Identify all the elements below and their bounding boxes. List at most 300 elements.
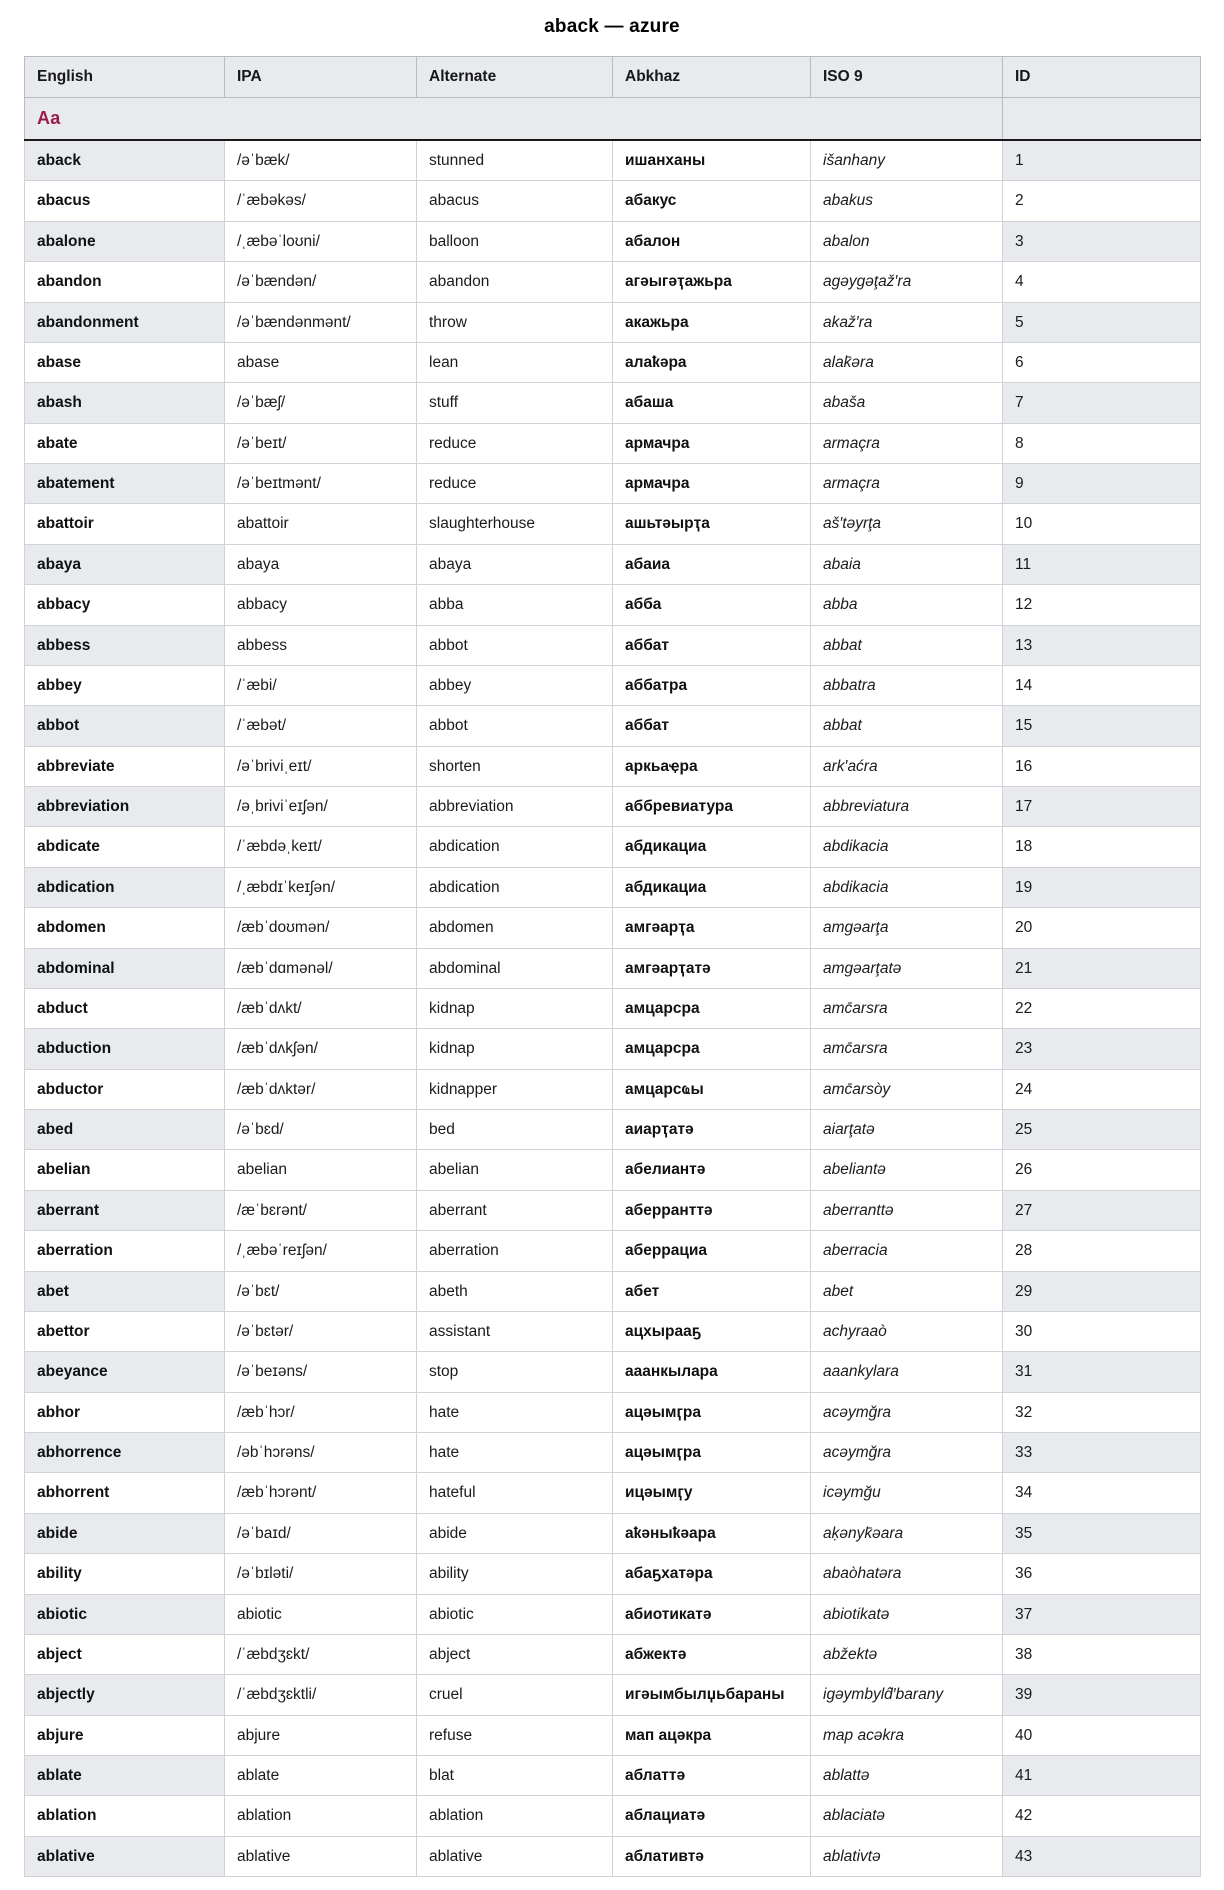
cell-alternate: abacus <box>417 181 613 221</box>
cell-english: abjectly <box>25 1675 225 1715</box>
table-body <box>25 140 1201 1877</box>
cell-ipa: /əˈbeɪəns/ <box>225 1352 417 1392</box>
cell-id: 25 <box>1003 1110 1201 1150</box>
table-row[interactable] <box>25 383 1201 423</box>
cell-alternate: ablative <box>417 1836 613 1876</box>
cell-english: abbey <box>25 665 225 705</box>
cell-english: abettor <box>25 1311 225 1351</box>
cell-abkhaz: ацәымӷра <box>613 1433 811 1473</box>
cell-id: 43 <box>1003 1836 1201 1876</box>
cell-alternate: abdication <box>417 827 613 867</box>
cell-iso9: abžektə <box>811 1634 1003 1674</box>
cell-abkhaz: абиотикатә <box>613 1594 811 1634</box>
cell-english: ablative <box>25 1836 225 1876</box>
cell-english: abet <box>25 1271 225 1311</box>
cell-iso9: acəymğra <box>811 1392 1003 1432</box>
cell-id: 26 <box>1003 1150 1201 1190</box>
cell-ipa: /əˈbɛd/ <box>225 1110 417 1150</box>
cell-abkhaz: абба <box>613 585 811 625</box>
cell-iso9: aš′təyrţa <box>811 504 1003 544</box>
cell-id: 34 <box>1003 1473 1201 1513</box>
cell-iso9: abeliantə <box>811 1150 1003 1190</box>
cell-alternate: reduce <box>417 423 613 463</box>
cell-ipa: /ˌæbəˈloʊni/ <box>225 221 417 261</box>
cell-alternate: abaya <box>417 544 613 584</box>
cell-english: ability <box>25 1554 225 1594</box>
cell-english: abbacy <box>25 585 225 625</box>
cell-english: abbot <box>25 706 225 746</box>
cell-ipa: abelian <box>225 1150 417 1190</box>
cell-alternate: stop <box>417 1352 613 1392</box>
cell-ipa: abjure <box>225 1715 417 1755</box>
cell-ipa: abbacy <box>225 585 417 625</box>
cell-abkhaz: амгәарҭа <box>613 908 811 948</box>
cell-iso9: alak̄əra <box>811 342 1003 382</box>
cell-id: 32 <box>1003 1392 1201 1432</box>
table-row[interactable] <box>25 464 1201 504</box>
cell-iso9: abaia <box>811 544 1003 584</box>
cell-iso9: amgəarţatə <box>811 948 1003 988</box>
table-row[interactable] <box>25 1352 1201 1392</box>
cell-iso9: abakus <box>811 181 1003 221</box>
cell-id: 37 <box>1003 1594 1201 1634</box>
cell-id: 24 <box>1003 1069 1201 1109</box>
cell-abkhaz: аблаттә <box>613 1756 811 1796</box>
cell-english: abbess <box>25 625 225 665</box>
cell-alternate: slaughterhouse <box>417 504 613 544</box>
cell-iso9: ablaciatə <box>811 1796 1003 1836</box>
cell-alternate: abbey <box>417 665 613 705</box>
cell-ipa: /əˌbriviˈeɪʃən/ <box>225 787 417 827</box>
cell-abkhaz: абет <box>613 1271 811 1311</box>
cell-id: 6 <box>1003 342 1201 382</box>
cell-ipa: /ˌæbəˈreɪʃən/ <box>225 1231 417 1271</box>
cell-iso9: map acəkra <box>811 1715 1003 1755</box>
table-row[interactable] <box>25 302 1201 342</box>
cell-english: abdomen <box>25 908 225 948</box>
cell-iso9: armaçra <box>811 423 1003 463</box>
cell-ipa: abase <box>225 342 417 382</box>
cell-alternate: ability <box>417 1554 613 1594</box>
cell-iso9: aberracia <box>811 1231 1003 1271</box>
cell-abkhaz: аркьаҿра <box>613 746 811 786</box>
table-row[interactable] <box>25 504 1201 544</box>
cell-ipa: /əˈbɛt/ <box>225 1271 417 1311</box>
cell-iso9: acəymğra <box>811 1433 1003 1473</box>
cell-english: aback <box>25 140 225 181</box>
table-row[interactable] <box>25 1594 1201 1634</box>
cell-ipa: abaya <box>225 544 417 584</box>
cell-ipa: abattoir <box>225 504 417 544</box>
cell-abkhaz: амцарсра <box>613 1029 811 1069</box>
cell-ipa: /əˈbændənmənt/ <box>225 302 417 342</box>
cell-id: 40 <box>1003 1715 1201 1755</box>
table-row[interactable] <box>25 1796 1201 1836</box>
cell-iso9: abaša <box>811 383 1003 423</box>
cell-iso9: aaankylara <box>811 1352 1003 1392</box>
cell-english: abhorrence <box>25 1433 225 1473</box>
cell-abkhaz: армачра <box>613 464 811 504</box>
cell-english: abed <box>25 1110 225 1150</box>
table-row[interactable] <box>25 181 1201 221</box>
cell-abkhaz: аблациатә <box>613 1796 811 1836</box>
cell-abkhaz: аҟәныҟәара <box>613 1513 811 1553</box>
cell-alternate: abdominal <box>417 948 613 988</box>
cell-abkhaz: абдикациа <box>613 867 811 907</box>
cell-iso9: abet <box>811 1271 1003 1311</box>
cell-ipa: /æbˈhɔr/ <box>225 1392 417 1432</box>
cell-id: 12 <box>1003 585 1201 625</box>
cell-ipa: /æbˈdʌkʃən/ <box>225 1029 417 1069</box>
cell-ipa: /æbˈdʌktər/ <box>225 1069 417 1109</box>
cell-id: 29 <box>1003 1271 1201 1311</box>
cell-abkhaz: абаша <box>613 383 811 423</box>
cell-ipa: /əbˈhɔrəns/ <box>225 1433 417 1473</box>
table-row[interactable] <box>25 706 1201 746</box>
cell-english: abattoir <box>25 504 225 544</box>
cell-iso9: amc̄arsra <box>811 988 1003 1028</box>
table-row[interactable] <box>25 1029 1201 1069</box>
cell-alternate: hateful <box>417 1473 613 1513</box>
column-header-alternate[interactable]: Alternate <box>417 57 613 98</box>
cell-ipa: abiotic <box>225 1594 417 1634</box>
cell-alternate: refuse <box>417 1715 613 1755</box>
cell-iso9: ark′aćra <box>811 746 1003 786</box>
cell-alternate: stunned <box>417 140 613 181</box>
cell-ipa: /əˈbeɪtmənt/ <box>225 464 417 504</box>
table-row[interactable] <box>25 1473 1201 1513</box>
cell-iso9: išanhany <box>811 140 1003 181</box>
cell-alternate: throw <box>417 302 613 342</box>
table-row[interactable] <box>25 1554 1201 1594</box>
cell-alternate: abide <box>417 1513 613 1553</box>
cell-id: 23 <box>1003 1029 1201 1069</box>
table-row[interactable] <box>25 988 1201 1028</box>
table-row[interactable] <box>25 342 1201 382</box>
cell-id: 1 <box>1003 140 1201 181</box>
cell-ipa: /əˈbæʃ/ <box>225 383 417 423</box>
cell-id: 9 <box>1003 464 1201 504</box>
cell-iso9: ablativtə <box>811 1836 1003 1876</box>
cell-ipa: ablation <box>225 1796 417 1836</box>
cell-alternate: abdication <box>417 867 613 907</box>
cell-abkhaz: абаиа <box>613 544 811 584</box>
cell-abkhaz: амцарсҩы <box>613 1069 811 1109</box>
cell-abkhaz: аберрациа <box>613 1231 811 1271</box>
cell-english: abandonment <box>25 302 225 342</box>
cell-ipa: /ˈæbi/ <box>225 665 417 705</box>
cell-iso9: agəygəţaž′ra <box>811 262 1003 302</box>
cell-iso9: achyraaò <box>811 1311 1003 1351</box>
cell-english: aberrant <box>25 1190 225 1230</box>
table-row[interactable] <box>25 1150 1201 1190</box>
cell-english: abject <box>25 1634 225 1674</box>
cell-ipa: /əˈbeɪt/ <box>225 423 417 463</box>
cell-abkhaz: аблативтә <box>613 1836 811 1876</box>
table-row[interactable] <box>25 908 1201 948</box>
table-row[interactable] <box>25 1513 1201 1553</box>
cell-ipa: /əˈbaɪd/ <box>225 1513 417 1553</box>
cell-iso9: abdikacia <box>811 867 1003 907</box>
cell-iso9: amgəarţa <box>811 908 1003 948</box>
cell-ipa: /ˌæbdɪˈkeɪʃən/ <box>225 867 417 907</box>
column-header-id[interactable]: ID <box>1003 57 1201 98</box>
cell-english: abacus <box>25 181 225 221</box>
cell-alternate: abbot <box>417 706 613 746</box>
cell-alternate: aberrant <box>417 1190 613 1230</box>
header-row <box>25 57 1201 98</box>
cell-alternate: balloon <box>417 221 613 261</box>
table-row[interactable] <box>25 1715 1201 1755</box>
cell-english: abbreviate <box>25 746 225 786</box>
table-row[interactable] <box>25 544 1201 584</box>
cell-alternate: blat <box>417 1756 613 1796</box>
cell-ipa: /æbˈdʌkt/ <box>225 988 417 1028</box>
cell-ipa: abbess <box>225 625 417 665</box>
cell-abkhaz: амгәарҭатә <box>613 948 811 988</box>
cell-abkhaz: ааанкылара <box>613 1352 811 1392</box>
table-row[interactable] <box>25 948 1201 988</box>
cell-abkhaz: аббревиатура <box>613 787 811 827</box>
cell-english: ablation <box>25 1796 225 1836</box>
cell-iso9: abdikacia <box>811 827 1003 867</box>
table-row[interactable] <box>25 262 1201 302</box>
cell-english: abalone <box>25 221 225 261</box>
cell-ipa: ablative <box>225 1836 417 1876</box>
cell-english: abduct <box>25 988 225 1028</box>
cell-abkhaz: аиарҭатә <box>613 1110 811 1150</box>
table-row[interactable] <box>25 1110 1201 1150</box>
cell-id: 31 <box>1003 1352 1201 1392</box>
cell-id: 13 <box>1003 625 1201 665</box>
cell-iso9: aḳənyk̄əara <box>811 1513 1003 1553</box>
cell-id: 17 <box>1003 787 1201 827</box>
cell-abkhaz: мап ацәкра <box>613 1715 811 1755</box>
column-header-ipa[interactable]: IPA <box>225 57 417 98</box>
cell-alternate: abandon <box>417 262 613 302</box>
cell-english: abduction <box>25 1029 225 1069</box>
cell-english: abdominal <box>25 948 225 988</box>
cell-alternate: bed <box>417 1110 613 1150</box>
cell-alternate: kidnap <box>417 1029 613 1069</box>
cell-id: 7 <box>1003 383 1201 423</box>
cell-alternate: abiotic <box>417 1594 613 1634</box>
cell-alternate: ablation <box>417 1796 613 1836</box>
cell-english: abhorrent <box>25 1473 225 1513</box>
cell-id: 14 <box>1003 665 1201 705</box>
cell-iso9: abalon <box>811 221 1003 261</box>
cell-alternate: hate <box>417 1433 613 1473</box>
cell-iso9: akaž′ra <box>811 302 1003 342</box>
table-row[interactable] <box>25 140 1201 181</box>
cell-id: 42 <box>1003 1796 1201 1836</box>
cell-english: abelian <box>25 1150 225 1190</box>
cell-english: abash <box>25 383 225 423</box>
cell-iso9: aberranttə <box>811 1190 1003 1230</box>
cell-iso9: igəymbyld̂′barany <box>811 1675 1003 1715</box>
dictionary-table <box>24 56 1201 1877</box>
table-row[interactable] <box>25 827 1201 867</box>
table-row[interactable] <box>25 1836 1201 1876</box>
cell-iso9: ablattə <box>811 1756 1003 1796</box>
cell-abkhaz: абдикациа <box>613 827 811 867</box>
page-title: aback — azure <box>544 16 680 37</box>
cell-id: 15 <box>1003 706 1201 746</box>
cell-alternate: abbreviation <box>417 787 613 827</box>
cell-abkhaz: ацәымӷра <box>613 1392 811 1432</box>
cell-alternate: hate <box>417 1392 613 1432</box>
cell-id: 28 <box>1003 1231 1201 1271</box>
cell-id: 30 <box>1003 1311 1201 1351</box>
table-row[interactable] <box>25 746 1201 786</box>
cell-id: 5 <box>1003 302 1201 342</box>
cell-ipa: /ˈæbdəˌkeɪt/ <box>225 827 417 867</box>
cell-abkhaz: ашьтәырҭа <box>613 504 811 544</box>
letter-heading-spacer <box>1003 98 1201 141</box>
cell-abkhaz: игәымбылџьбараны <box>613 1675 811 1715</box>
table-row[interactable] <box>25 1675 1201 1715</box>
cell-ipa: /ˈæbdʒɛkt/ <box>225 1634 417 1674</box>
cell-alternate: assistant <box>417 1311 613 1351</box>
cell-id: 3 <box>1003 221 1201 261</box>
cell-english: abaya <box>25 544 225 584</box>
table-header <box>25 57 1201 98</box>
table-row[interactable] <box>25 1311 1201 1351</box>
cell-ipa: /æbˈdoʊmən/ <box>225 908 417 948</box>
cell-ipa: /əˈbændən/ <box>225 262 417 302</box>
cell-english: abdication <box>25 867 225 907</box>
column-header-english[interactable]: English <box>25 57 225 98</box>
cell-iso9: amc̄arsra <box>811 1029 1003 1069</box>
cell-abkhaz: ацхырааҕ <box>613 1311 811 1351</box>
cell-id: 18 <box>1003 827 1201 867</box>
cell-alternate: shorten <box>417 746 613 786</box>
cell-alternate: reduce <box>417 464 613 504</box>
cell-ipa: /əˈbæk/ <box>225 140 417 181</box>
cell-english: abate <box>25 423 225 463</box>
column-header-abkhaz[interactable]: Abkhaz <box>613 57 811 98</box>
cell-abkhaz: аббатра <box>613 665 811 705</box>
cell-abkhaz: абакус <box>613 181 811 221</box>
cell-abkhaz: аберранттә <box>613 1190 811 1230</box>
table-row[interactable] <box>25 585 1201 625</box>
cell-ipa: /æˈbɛrənt/ <box>225 1190 417 1230</box>
cell-english: abdicate <box>25 827 225 867</box>
cell-id: 39 <box>1003 1675 1201 1715</box>
cell-iso9: icəymğu <box>811 1473 1003 1513</box>
cell-id: 41 <box>1003 1756 1201 1796</box>
cell-id: 35 <box>1003 1513 1201 1553</box>
cell-ipa: /ˈæbəkəs/ <box>225 181 417 221</box>
cell-abkhaz: абаҕхатәра <box>613 1554 811 1594</box>
cell-alternate: kidnapper <box>417 1069 613 1109</box>
cell-alternate: abelian <box>417 1150 613 1190</box>
letter-section-header <box>25 98 1201 141</box>
cell-alternate: abba <box>417 585 613 625</box>
cell-english: ablate <box>25 1756 225 1796</box>
table-row[interactable] <box>25 423 1201 463</box>
cell-ipa: /əˈbriviˌeɪt/ <box>225 746 417 786</box>
letter-heading: Aa <box>37 108 61 128</box>
table-row[interactable] <box>25 1392 1201 1432</box>
cell-id: 38 <box>1003 1634 1201 1674</box>
cell-iso9: abbreviatura <box>811 787 1003 827</box>
table-row[interactable] <box>25 1190 1201 1230</box>
cell-id: 20 <box>1003 908 1201 948</box>
cell-alternate: aberration <box>417 1231 613 1271</box>
cell-iso9: abiotikatə <box>811 1594 1003 1634</box>
table-row[interactable] <box>25 787 1201 827</box>
cell-alternate: lean <box>417 342 613 382</box>
cell-abkhaz: ишанханы <box>613 140 811 181</box>
cell-id: 19 <box>1003 867 1201 907</box>
cell-english: abeyance <box>25 1352 225 1392</box>
cell-english: abbreviation <box>25 787 225 827</box>
table-row[interactable] <box>25 1069 1201 1109</box>
cell-id: 8 <box>1003 423 1201 463</box>
cell-iso9: abba <box>811 585 1003 625</box>
cell-id: 22 <box>1003 988 1201 1028</box>
cell-id: 27 <box>1003 1190 1201 1230</box>
cell-abkhaz: абелиантә <box>613 1150 811 1190</box>
cell-ipa: /ˈæbdʒɛktli/ <box>225 1675 417 1715</box>
table-row[interactable] <box>25 1756 1201 1796</box>
table-row[interactable] <box>25 1271 1201 1311</box>
cell-english: aberration <box>25 1231 225 1271</box>
cell-english: abjure <box>25 1715 225 1755</box>
column-header-iso9[interactable]: ISO 9 <box>811 57 1003 98</box>
cell-abkhaz: аббат <box>613 625 811 665</box>
cell-iso9: abbatra <box>811 665 1003 705</box>
cell-alternate: cruel <box>417 1675 613 1715</box>
cell-english: abhor <box>25 1392 225 1432</box>
cell-ipa: /əˈbɛtər/ <box>225 1311 417 1351</box>
table-row[interactable] <box>25 1231 1201 1271</box>
cell-english: abandon <box>25 262 225 302</box>
cell-abkhaz: армачра <box>613 423 811 463</box>
cell-iso9: armaçra <box>811 464 1003 504</box>
cell-iso9: aiarţatə <box>811 1110 1003 1150</box>
cell-id: 4 <box>1003 262 1201 302</box>
table-row[interactable] <box>25 221 1201 261</box>
cell-id: 33 <box>1003 1433 1201 1473</box>
cell-alternate: abdomen <box>417 908 613 948</box>
cell-ipa: /æbˈdɑmənəl/ <box>225 948 417 988</box>
cell-id: 10 <box>1003 504 1201 544</box>
table-row[interactable] <box>25 1634 1201 1674</box>
table-row[interactable] <box>25 625 1201 665</box>
cell-alternate: stuff <box>417 383 613 423</box>
cell-iso9: amc̄arsòy <box>811 1069 1003 1109</box>
cell-abkhaz: алаҟәра <box>613 342 811 382</box>
cell-english: abase <box>25 342 225 382</box>
cell-id: 16 <box>1003 746 1201 786</box>
cell-abkhaz: абжектә <box>613 1634 811 1674</box>
cell-abkhaz: агәыгәҭажьра <box>613 262 811 302</box>
table-row[interactable] <box>25 665 1201 705</box>
cell-iso9: abbat <box>811 706 1003 746</box>
cell-iso9: abaòhatəra <box>811 1554 1003 1594</box>
cell-ipa: /ˈæbət/ <box>225 706 417 746</box>
cell-abkhaz: акажьра <box>613 302 811 342</box>
cell-abkhaz: абалон <box>613 221 811 261</box>
cell-id: 36 <box>1003 1554 1201 1594</box>
letter-divider-row <box>25 98 1201 141</box>
table-row[interactable] <box>25 867 1201 907</box>
cell-alternate: abbot <box>417 625 613 665</box>
table-row[interactable] <box>25 1433 1201 1473</box>
cell-ipa: /æbˈhɔrənt/ <box>225 1473 417 1513</box>
